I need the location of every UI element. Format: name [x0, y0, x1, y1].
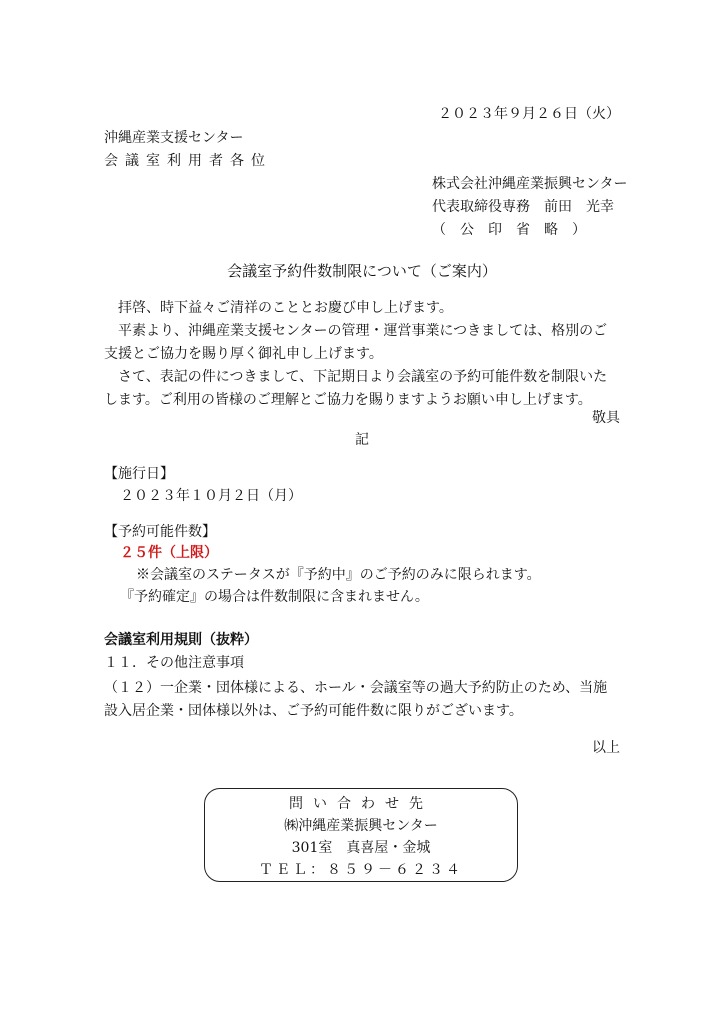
- seal-omitted-note: （ 公 印 省 略 ）: [432, 222, 586, 238]
- contact-tel: ＴＥＬ：８５９－６２３４: [259, 862, 463, 878]
- end-mark: 以上: [592, 740, 620, 756]
- limit-note-status: ※会議室のステータスが『予約中』のご予約のみに限られます。: [136, 567, 541, 583]
- rules-item-number: １１．その他注意事項: [104, 655, 244, 671]
- recipient-users: 会議室利用者各位: [104, 153, 272, 169]
- effective-date-label: 【施行日】: [104, 466, 174, 482]
- contact-room: 301室 真喜屋・金城: [291, 840, 431, 856]
- rules-heading: 会議室利用規則（抜粋）: [104, 632, 258, 648]
- contact-org: ㈱沖縄産業振興センター: [284, 818, 438, 834]
- document-date: ２０２３年９月２６日（火）: [438, 106, 620, 122]
- document-title: 会議室予約件数制限について（ご案内）: [227, 262, 497, 280]
- limit-note-confirmed: 『予約確定』の場合は件数制限に含まれません。: [120, 589, 429, 605]
- sender-company: 株式会社沖縄産業振興センター: [432, 176, 628, 192]
- closing-keigu: 敬具: [592, 410, 620, 426]
- sender-title: 代表取締役専務 前田 光幸: [432, 199, 614, 215]
- contact-heading: 問い合わせ先: [289, 796, 433, 812]
- thanks-paragraph: 平素より、沖縄産業支援センターの管理・運営事業につきましては、格別のご支援とご協力を賜り厚く御礼申し上げます。: [104, 323, 608, 362]
- contact-box: [204, 788, 518, 882]
- ki-marker: 記: [355, 432, 369, 448]
- limit-value: ２５件（上限）: [120, 545, 218, 561]
- effective-date-value: ２０２３年１０月２日（月）: [120, 488, 302, 504]
- greeting-paragraph: 拝啓、時下益々ご清祥のこととお慶び申し上げます。: [118, 300, 453, 316]
- announcement-paragraph: さて、表記の件につきまして、下記期日より会議室の予約可能件数を制限いたします。ご利用の皆様のご理解とご協力を賜りますようお願い申し上げます。: [104, 369, 608, 408]
- rules-text: （１２）一企業・団体様による、ホール・会議室等の過大予約防止のため、当施設入居企業・団体様以外は、ご予約可能件数に限りがございます。: [104, 680, 608, 719]
- limit-label: 【予約可能件数】: [104, 524, 216, 540]
- recipient-org: 沖縄産業支援センター: [104, 130, 244, 146]
